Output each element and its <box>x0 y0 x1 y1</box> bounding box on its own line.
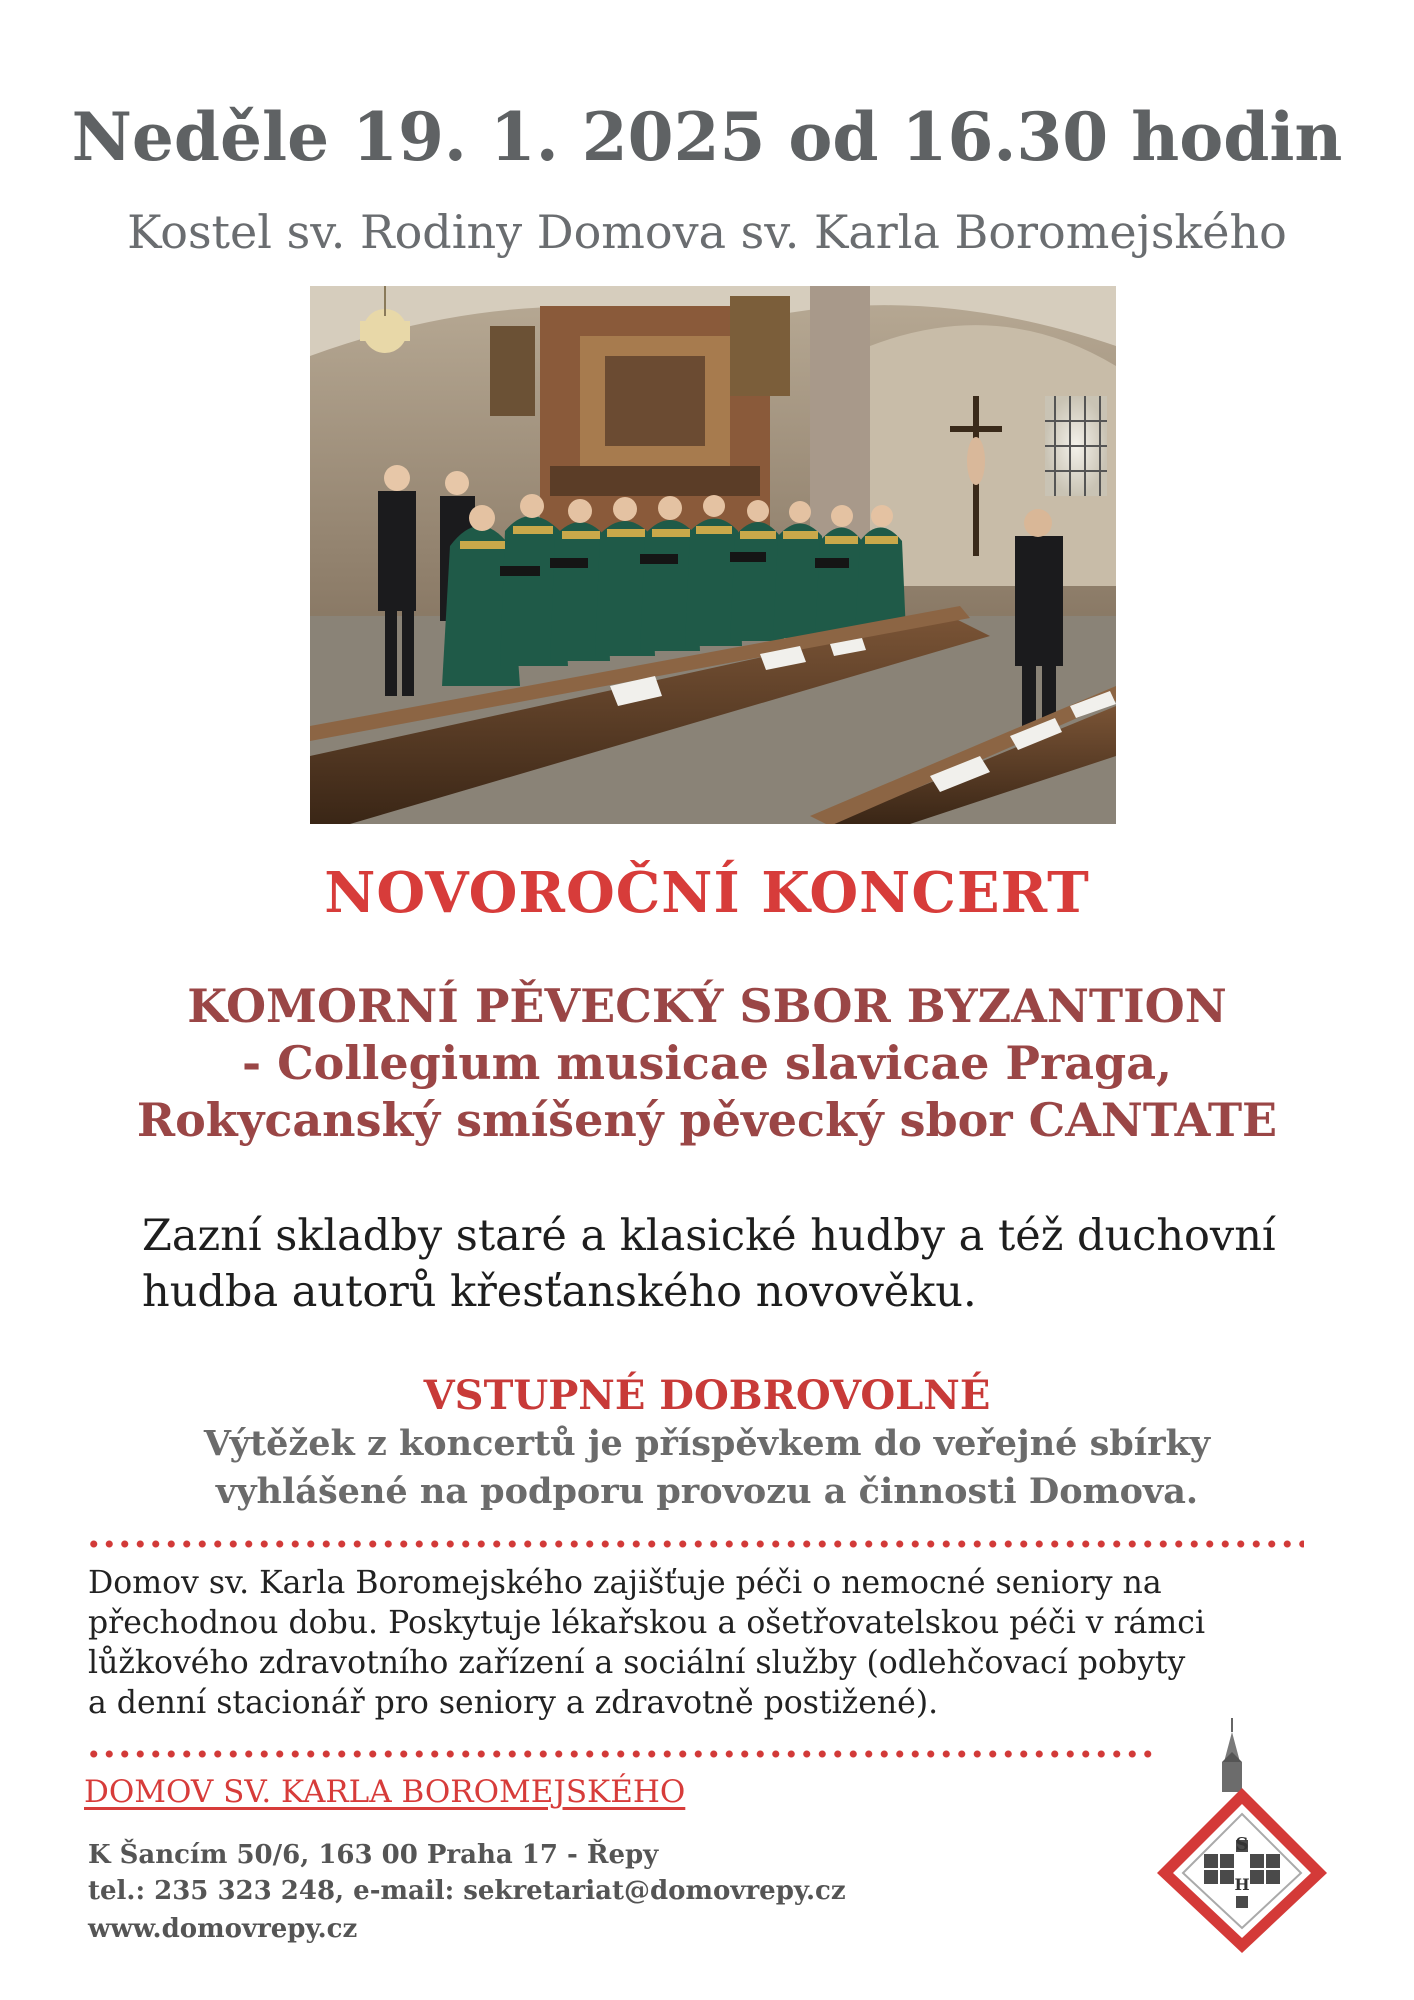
website: www.domovrepy.cz <box>88 1914 358 1944</box>
about-line-2: přechodnou dobu. Poskytuje lékařskou a ošetřovatelskou péči v rámci <box>88 1605 1206 1641</box>
performer-line-3: Rokycanský smíšený pěvecký sbor CANTATE <box>136 1093 1278 1147</box>
event-venue: Kostel sv. Rodiny Domova sv. Karla Boromejského <box>127 205 1287 259</box>
about-line-1: Domov sv. Karla Boromejského zajišťuje péči o nemocné seniory na <box>88 1565 1162 1601</box>
choir-photo <box>310 286 1116 824</box>
organization-name: DOMOV SV. KARLA BOROMEJSKÉHO <box>84 1774 686 1810</box>
domov-church-logo-icon <box>1152 1718 1332 1953</box>
proceeds-line-1: Výtěžek z koncertů je příspěvkem do veřejné sbírky <box>203 1423 1211 1464</box>
performer-line-2: - Collegium musicae slavicae Praga, <box>241 1036 1173 1090</box>
program-description-line-1: Zazní skladby staré a klasické hudby a též duchovní <box>142 1211 1276 1261</box>
about-line-4: a denní stacionář pro seniory a zdravotně postižené). <box>88 1685 939 1721</box>
about-line-3: lůžkového zdravotního zařízení a sociální služby (odlehčovací pobyty <box>88 1645 1186 1681</box>
performer-line-1: KOMORNÍ PĚVECKÝ SBOR BYZANTION <box>187 979 1227 1033</box>
concert-title: NOVOROČNÍ KONCERT <box>324 860 1090 926</box>
dotted-divider-top <box>86 1540 1304 1548</box>
address: K Šancím 50/6, 163 00 Praha 17 - Řepy <box>88 1840 659 1870</box>
program-description-line-2: hudba autorů křesťanského novověku. <box>142 1267 977 1317</box>
admission-title: VSTUPNÉ DOBROVOLNÉ <box>423 1372 991 1419</box>
svg-text:S: S <box>1235 1834 1249 1855</box>
svg-text:H: H <box>1234 1875 1250 1894</box>
proceeds-line-2: vyhlášené na podporu provozu a činnosti Domova. <box>215 1471 1199 1512</box>
phone-email: tel.: 235 323 248, e-mail: sekretariat@domovrepy.cz <box>88 1876 846 1906</box>
dotted-divider-bottom <box>86 1750 1156 1758</box>
event-date-time: Neděle 19. 1. 2025 od 16.30 hodin <box>71 98 1343 176</box>
